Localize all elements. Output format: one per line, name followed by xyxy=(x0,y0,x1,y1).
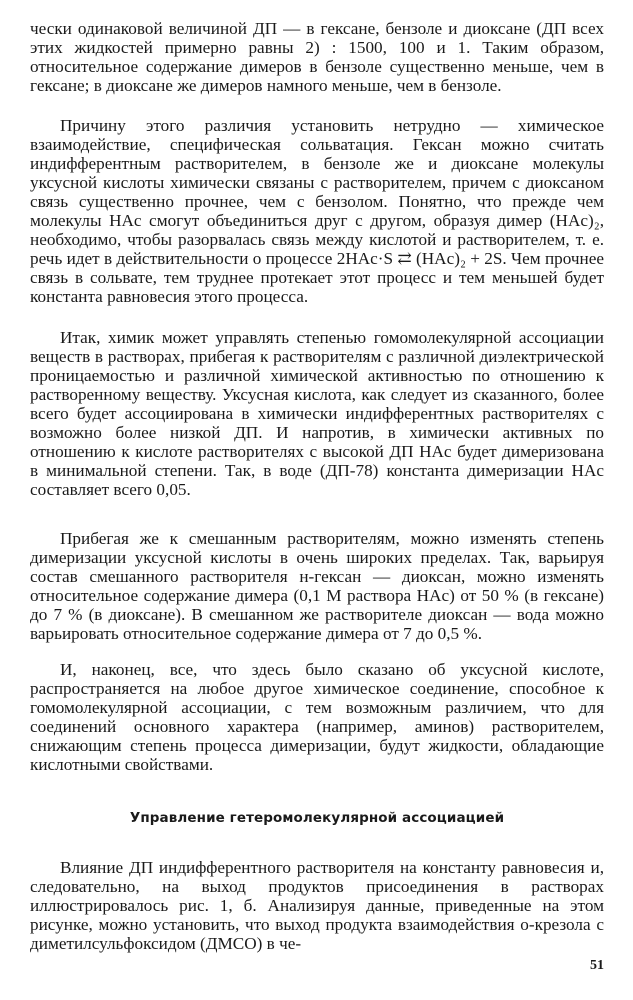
paragraph-2: Причину этого различия установить нетрудно — химическое взаимодействие, специфическая сольватация. Гексан можно считать индифферентным растворителем, в бензоле же и диоксане молекулы уксусной кислоты химически связаны с растворителем, причем с диоксаном связь существенно прочнее, чем с бензолом. Понятно, что прежде чем молекулы HAc смогут объединиться друг с другом, образуя димер (HAc)₂, необходимо, чтобы разорвалась связь между кислотой и растворителем, т. е. речь идет в действительности о процессе 2HAc·S ⇄ (HAc)₂ + 2S. Чем прочнее связь в сольвате, тем труднее протекает этот процесс и тем меньшей будет константа равновесия этого процесса. xyxy=(30,116,604,307)
section-heading: Управление гетеромолекулярной ассоциацией xyxy=(129,810,505,826)
paragraph-6: Влияние ДП индифферентного растворителя на константу равновесия и, следовательно, на выход продуктов присоединения в растворах иллюстрировалось рис. 1, б. Анализируя данные, приведенные на этом рисунке, можно установить, что выход продукта взаимодействия о-крезола с диметилсульфоксидом (ДМСО) в че- xyxy=(30,858,604,954)
page-number: 51 xyxy=(590,958,604,973)
paragraph-1: чески одинаковой величиной ДП — в гексане, бензоле и диоксане (ДП всех этих жидкостей примерно равны 2) : 1500, 100 и 1. Таким образом, относительное содержание димеров в бензоле существенно меньше, чем в гексане; в диоксане же димеров намного меньше, чем в бензоле. xyxy=(30,19,604,96)
paragraph-3: Итак, химик может управлять степенью гомомолекулярной ассоциации веществ в растворах, прибегая к растворителям с различной диэлектрической проницаемостью и различной химической активностью по отношению к растворенному веществу. Уксусная кислота, как следует из сказанного, более всего будет ассоциирована в химически индифферентных растворителях с возможно более низкой ДП. И напротив, в химически активных по отношению к кислоте растворителях с высокой ДП HAc будет димеризована в минимальной степени. Так, в воде (ДП-78) константа димеризации HAc составляет всего 0,05. xyxy=(30,328,604,500)
paragraph-4: Прибегая же к смешанным растворителям, можно изменять степень димеризации уксусной кислоты в очень широких пределах. Так, варьируя состав смешанного растворителя н-гексан — диоксан, можно изменять относительное содержание димера (0,1 М раствора HAc) от 50 % (в гексане) до 7 % (в диоксане). В смешанном же растворителе диоксан — вода можно варьировать относительное содержание димера от 7 до 0,5 %. xyxy=(30,529,604,644)
paragraph-5: И, наконец, все, что здесь было сказано об уксусной кислоте, распространяется на любое другое химическое соединение, способное к гомомолекулярной ассоциации, с тем возможным различием, что для соединений основного характера (например, аминов) растворителем, снижающим степень процесса димеризации, будут жидкости, обладающие кислотными свойствами. xyxy=(30,660,604,775)
